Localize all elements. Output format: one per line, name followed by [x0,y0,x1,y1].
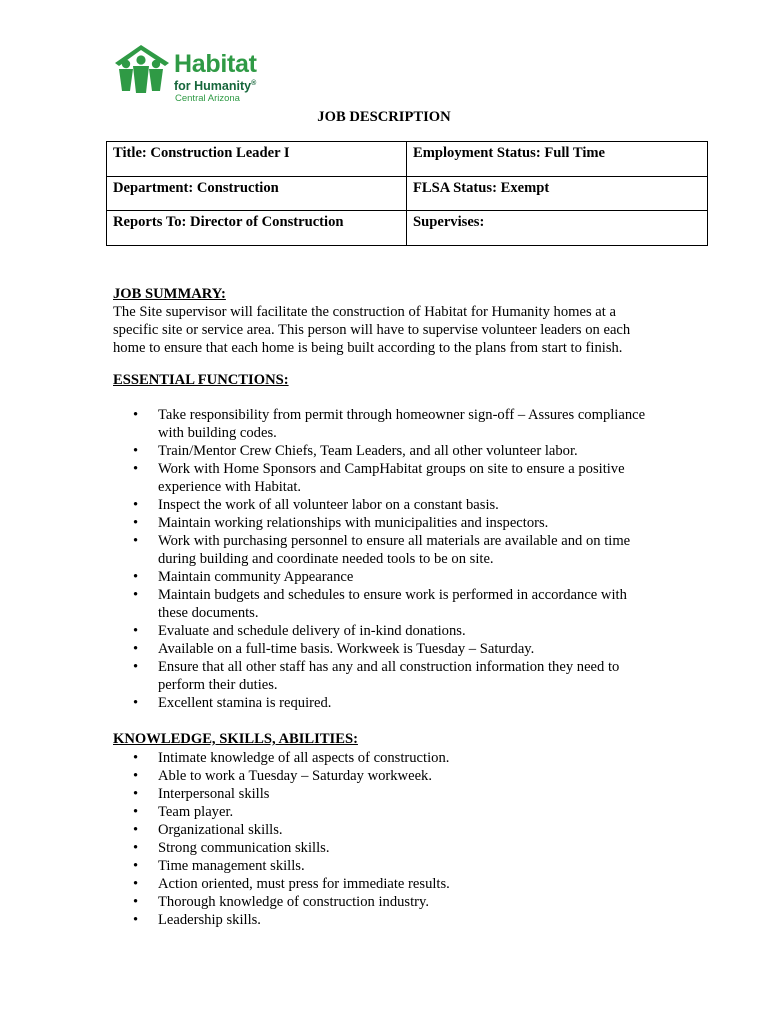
flsa-status-cell: FLSA Status: Exempt [407,176,708,211]
list-item-text: Team player. [158,804,234,820]
list-item-text: Maintain working relationships with municipalities and inspectors. [158,515,549,531]
job-summary-heading: JOB SUMMARY: [113,286,226,302]
title-cell: Title: Construction Leader I [107,142,407,177]
habitat-logo [111,41,261,107]
bullet-icon: • [133,822,139,838]
list-item-text: Evaluate and schedule delivery of in-kind donations. [158,623,466,639]
list-item [113,496,653,514]
essential-functions-heading: ESSENTIAL FUNCTIONS: [113,372,289,388]
list-item [113,857,653,875]
bullet-icon: • [133,641,139,657]
bullet-icon: • [133,786,139,802]
logo-region: Central Arizona [175,93,240,105]
bullet-icon: • [133,461,139,477]
list-item [113,586,653,622]
list-item [113,875,653,893]
house-people-icon [111,41,173,99]
list-item-text: Train/Mentor Crew Chiefs, Team Leaders, and all other volunteer labor. [158,443,578,459]
list-item-text: Leadership skills. [158,912,261,928]
list-item [113,460,653,496]
list-item-text: Inspect the work of all volunteer labor on a constant basis. [158,497,499,513]
list-item [113,749,653,767]
ksa-list [113,749,653,929]
list-item [113,839,653,857]
bullet-icon: • [133,497,139,513]
essential-functions-section [113,371,653,389]
list-item [113,767,653,785]
list-item-text: Intimate knowledge of all aspects of construction. [158,750,450,766]
list-item [113,568,653,586]
list-item [113,785,653,803]
list-item-text: Interpersonal skills [158,786,270,802]
list-item-text: Work with Home Sponsors and CampHabitat groups on site to ensure a positive experience with Habitat. [158,461,625,495]
list-item-text: Excellent stamina is required. [158,695,332,711]
ksa-section [113,730,653,748]
bullet-icon: • [133,443,139,459]
bullet-icon: • [133,858,139,874]
bullet-icon: • [133,695,139,711]
list-item [113,640,653,658]
info-row-department [107,176,708,211]
bullet-icon: • [133,569,139,585]
employment-status-cell: Employment Status: Full Time [407,142,708,177]
list-item-text: Able to work a Tuesday – Saturday workweek. [158,768,432,784]
list-item-text: Strong communication skills. [158,840,330,856]
list-item [113,658,653,694]
essential-functions-list [113,406,653,712]
bullet-icon: • [133,659,139,675]
list-item [113,406,653,442]
bullet-icon: • [133,623,139,639]
list-item [113,821,653,839]
list-item [113,442,653,460]
list-item-text: Take responsibility from permit through homeowner sign-off – Assures compliance with building codes. [158,407,646,441]
list-item [113,803,653,821]
bullet-icon: • [133,515,139,531]
info-table [106,141,708,246]
bullet-icon: • [133,533,139,549]
document-title: JOB DESCRIPTION [317,109,451,125]
list-item-text: Time management skills. [158,858,305,874]
list-item [113,911,653,929]
list-item [113,893,653,911]
logo-subtitle: for Humanity® [174,79,257,94]
list-item [113,532,653,568]
list-item-text: Work with purchasing personnel to ensure all materials are available and on time during building and coordinate needed tools to be on site. [158,533,631,567]
list-item-text: Ensure that all other staff has any and all construction information they need to perform their duties. [158,659,620,693]
bullet-icon: • [133,876,139,892]
bullet-icon: • [133,840,139,856]
supervises-cell: Supervises: [407,211,708,246]
job-summary-text: The Site supervisor will facilitate the construction of Habitat for Humanity homes at a specific site or service area. This person will have to supervise volunteer leaders on each home to ensure that each home is being built according to the plans from start to finish. [113,304,631,356]
list-item-text: Organizational skills. [158,822,283,838]
bullet-icon: • [133,912,139,928]
bullet-icon: • [133,587,139,603]
info-row-reports [107,211,708,246]
department-cell: Department: Construction [107,176,407,211]
list-item [113,514,653,532]
info-row-title [107,142,708,177]
list-item-text: Thorough knowledge of construction industry. [158,894,430,910]
list-item [113,694,653,712]
list-item-text: Available on a full-time basis. Workweek is Tuesday – Saturday. [158,641,535,657]
reports-to-cell: Reports To: Director of Construction [107,211,407,246]
list-item-text: Maintain budgets and schedules to ensure work is performed in accordance with these documents. [158,587,627,621]
list-item-text: Maintain community Appearance [158,569,354,585]
ksa-heading: KNOWLEDGE, SKILLS, ABILITIES: [113,731,358,747]
bullet-icon: • [133,407,139,423]
logo-wordmark: Habitat [174,50,257,78]
list-item [113,622,653,640]
bullet-icon: • [133,894,139,910]
bullet-icon: • [133,768,139,784]
bullet-icon: • [133,750,139,766]
bullet-icon: • [133,804,139,820]
job-summary-section [113,285,658,357]
list-item-text: Action oriented, must press for immediate results. [158,876,450,892]
